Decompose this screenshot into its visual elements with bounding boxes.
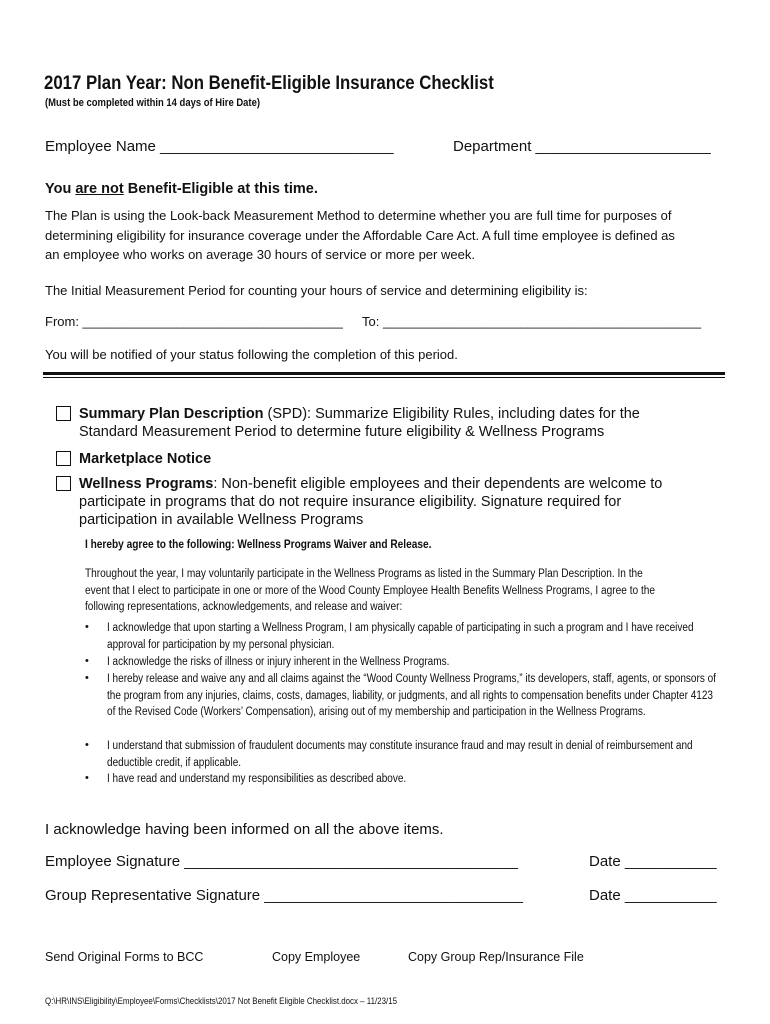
- employee-name-field[interactable]: Employee Name ____________________________: [45, 138, 394, 155]
- department-field[interactable]: Department _____________________: [453, 138, 711, 155]
- group-signature-field[interactable]: Group Representative Signature _______________________________: [45, 887, 523, 904]
- waiver-bullet: I understand that submission of fraudulent documents may constitute insurance fraud and may result in denial of reimbursement and deductible credit, if applicable.: [107, 740, 693, 769]
- marketplace-item: Marketplace Notice: [79, 451, 212, 467]
- employee-signature-field[interactable]: Employee Signature ________________________________________: [45, 853, 518, 870]
- file-path-footer: Q:\HR\INS\Eligibility\Employee\Forms\Checklists\2017 Not Benefit Eligible Checklist.docx – 11/23/15: [45, 996, 398, 1006]
- intro-paragraph: The Plan is using the Look-back Measurement Method to determine whether you are full time for purposes of determining eligibility for insurance coverage under the Affordable Care Act. A full time employee is defined as an employee who works on average 30 hours of service or more per week.: [45, 208, 675, 262]
- bullet-icon: •: [85, 672, 89, 684]
- bullet-icon: •: [85, 621, 89, 633]
- bullet-icon: •: [85, 655, 89, 667]
- wellness-item: Wellness Programs: Non-benefit eligible employees and their dependents are welcome to participate in programs that do not require insurance eligibility. Signature required for participation in available Wellness Programs: [79, 476, 663, 528]
- spd-item: Summary Plan Description (SPD): Summarize Eligibility Rules, including dates for the Standard Measurement Period to determine future eligibility & Wellness Programs: [79, 406, 640, 440]
- waiver-bullet: I hereby release and waive any and all claims against the “Wood County Wellness Programs,” its developers, staff, agents, or sponsors of the program from any injuries, claims, costs, damages, liability, or judgments, and all rights to compensation benefits under Chapter 4123 of the Revised Code (Workers’ Compensation), arising out of my membership and participation in the Wellness Programs.: [107, 673, 716, 718]
- notification-text: You will be notified of your status following the completion of this period.: [45, 347, 458, 362]
- from-date-field[interactable]: From: ____________________________________: [45, 314, 343, 329]
- waiver-bullet: I acknowledge the risks of illness or injury inherent in the Wellness Programs.: [107, 656, 450, 668]
- acknowledge-text: I acknowledge having been informed on all the above items.: [45, 821, 444, 838]
- marketplace-checkbox[interactable]: [56, 451, 71, 466]
- waiver-bullet: I have read and understand my responsibilities as described above.: [107, 773, 407, 785]
- eligibility-status-heading: You are not Benefit-Eligible at this time.: [45, 181, 318, 197]
- routing-copy-group: Copy Group Rep/Insurance File: [408, 950, 584, 964]
- bullet-icon: •: [85, 739, 89, 751]
- waiver-heading: I hereby agree to the following: Wellness Programs Waiver and Release.: [85, 539, 432, 551]
- section-divider-thin: [43, 377, 725, 378]
- page-title: 2017 Plan Year: Non Benefit-Eligible Insurance Checklist: [44, 72, 494, 94]
- bullet-icon: •: [85, 772, 89, 784]
- to-date-field[interactable]: To: ____________________________________________: [362, 314, 702, 329]
- routing-send: Send Original Forms to BCC: [45, 950, 204, 964]
- waiver-bullet: I acknowledge that upon starting a Wellness Program, I am physically capable of participating in such a program and I have received approval for participation by my personal physician.: [107, 622, 694, 651]
- section-divider: [43, 372, 725, 375]
- measurement-period-text: The Initial Measurement Period for counting your hours of service and determining eligibility is:: [45, 283, 588, 298]
- employee-date-field[interactable]: Date ___________: [589, 853, 717, 870]
- page-subtitle: (Must be completed within 14 days of Hire Date): [45, 97, 260, 109]
- spd-checkbox[interactable]: [56, 406, 71, 421]
- wellness-checkbox[interactable]: [56, 476, 71, 491]
- waiver-intro: Throughout the year, I may voluntarily participate in the Wellness Programs as listed in the Summary Plan Description. In the event that I elect to participate in one or more of the Wood County Employee Health Benefits Wellness Programs, I agree to the following representations, acknowledgements, and release and waiver:: [85, 568, 656, 613]
- group-date-field[interactable]: Date ___________: [589, 887, 717, 904]
- routing-copy-employee: Copy Employee: [272, 950, 361, 964]
